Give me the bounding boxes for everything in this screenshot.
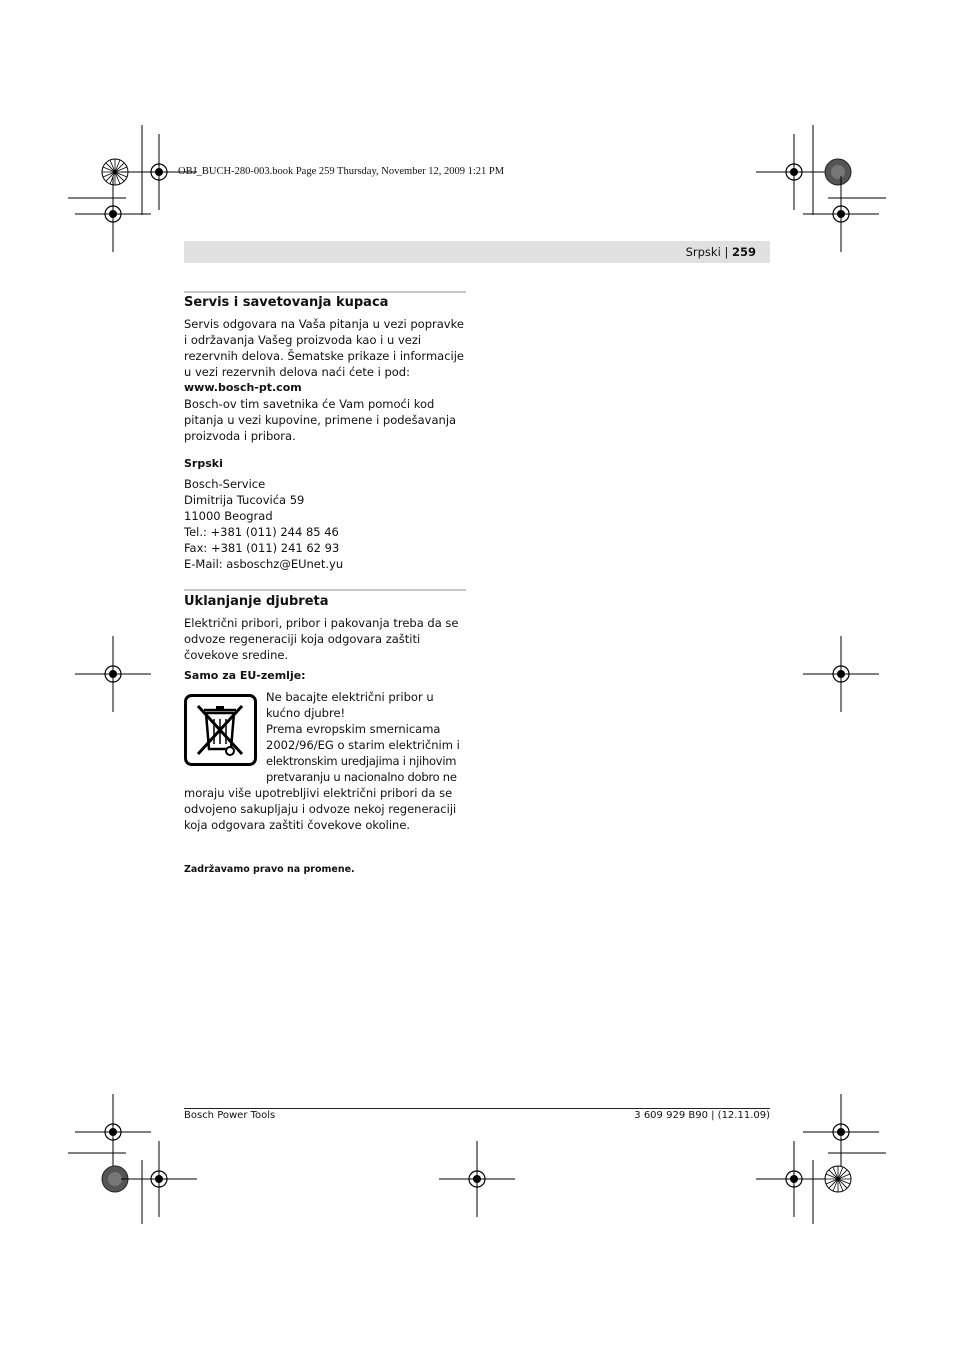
page-number: 259 (731, 245, 756, 259)
disposal-line: elektronskim uredjajima i njihovim (266, 754, 457, 768)
service-line: pitanja u vezi kupovine, primene i podešavanja (184, 413, 457, 427)
disposal-line: pretvaranju u nacionalno dobro ne (266, 770, 457, 784)
disposal-title: Uklanjanje djubreta (184, 594, 329, 609)
disposal-line: koja odgovara zaštiti čovekove okoline. (184, 818, 411, 832)
disposal-line: Ne bacajte električni pribor u (266, 690, 434, 704)
contact-body (184, 476, 466, 572)
service-line: proizvoda i pribora. (184, 429, 296, 443)
crossed-out-wheelie-bin-icon (184, 694, 257, 766)
contact-line: 11000 Beograd (184, 509, 273, 523)
icon-side-text (266, 689, 466, 785)
print-info: OBJ_BUCH-280-003.book Page 259 Thursday, November 12, 2009 1:21 PM (178, 166, 505, 177)
contact-line: Fax: +381 (011) 241 62 93 (184, 541, 340, 555)
header-text (686, 245, 756, 259)
contact-title: Srpski (184, 457, 223, 470)
disposal-line: 2002/96/EG o starim električnim i (266, 738, 460, 752)
disposal-line: Električni pribori, pribor i pakovanja treba da se (184, 616, 459, 630)
service-line: Servis odgovara na Vaša pitanja u vezi popravke (184, 317, 464, 331)
section-rule (184, 291, 466, 293)
disposal-line: odvojeno sakupljaju i odvoze nekoj regeneraciji (184, 802, 457, 816)
disposal-line: Prema evropskim smernicama (266, 722, 441, 736)
footer-doc-code: 3 609 929 B90 | (12.11.09) (634, 1110, 770, 1121)
disposal-line: moraju više upotrebljivi električni pribori da se (184, 786, 453, 800)
page-header (184, 241, 770, 263)
icon-below-text (184, 785, 466, 833)
disposal-line: odvoze regeneraciji koja odgovara zaštiti (184, 632, 421, 646)
contact-line: Tel.: +381 (011) 244 85 46 (184, 525, 339, 539)
contact-line: Dimitrija Tucovića 59 (184, 493, 305, 507)
section-rule (184, 589, 466, 591)
footer-rule (184, 1108, 770, 1109)
service-line: i održavanja Vašeg proizvoda kao i u vezi (184, 333, 422, 347)
disposal-line: kućno djubre! (266, 706, 346, 720)
service-line: rezervnih delova. Šematske prikaze i informacije (184, 349, 464, 363)
header-language: Srpski (685, 245, 721, 259)
disposal-body (184, 615, 466, 663)
header-separator: | (724, 245, 729, 259)
service-body (184, 316, 466, 444)
eu-title: Samo za EU-zemlje: (184, 669, 306, 682)
disposal-line: čovekove sredine. (184, 648, 289, 662)
rights-notice: Zadržavamo pravo na promene. (184, 864, 355, 875)
service-url: www.bosch-pt.com (184, 381, 302, 394)
contact-line: Bosch-Service (184, 477, 266, 491)
service-line: u vezi rezervnih delova naći ćete i pod: (184, 365, 410, 379)
service-title: Servis i savetovanja kupaca (184, 295, 389, 310)
contact-line: E-Mail: asboschz@EUnet.yu (184, 557, 344, 571)
service-line: Bosch-ov tim savetnika će Vam pomoći kod (184, 397, 435, 411)
footer-brand: Bosch Power Tools (184, 1110, 276, 1121)
